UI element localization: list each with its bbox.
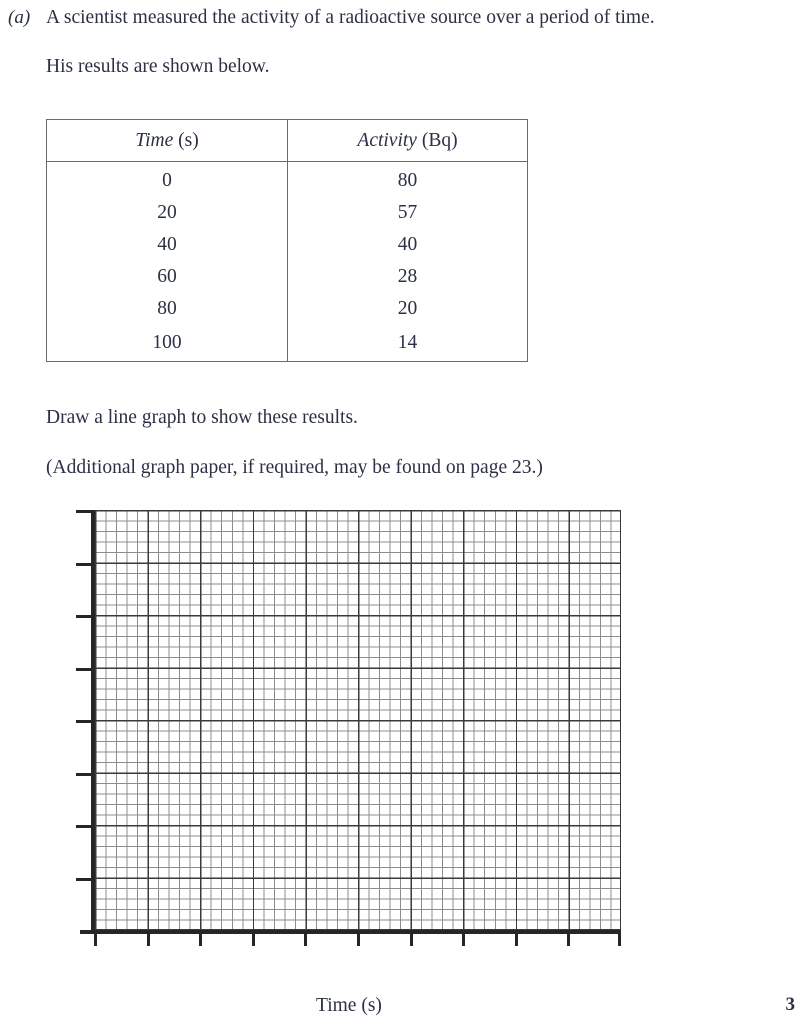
cell-activity: 57	[288, 197, 528, 229]
x-axis-tick	[252, 934, 255, 946]
table-header-activity-term: Activity	[357, 129, 417, 151]
table-row	[47, 197, 528, 229]
x-axis-tick	[304, 934, 307, 946]
table-header-activity	[288, 120, 528, 162]
x-axis-tick	[567, 934, 570, 946]
x-axis-label: Time (s)	[316, 995, 382, 1016]
question-part-marker: (a)	[8, 7, 31, 28]
table-header-time-term: Time	[135, 129, 174, 151]
instruction-note: (Additional graph paper, if required, may be found on page 23.)	[46, 457, 543, 478]
cell-activity: 20	[288, 293, 528, 325]
y-axis-tick	[76, 510, 91, 513]
table-row	[47, 293, 528, 325]
y-axis-tick	[76, 825, 91, 828]
x-axis-line	[80, 930, 621, 934]
graph-grid-right-edge	[620, 510, 621, 930]
instruction-task: Draw a line graph to show these results.	[46, 407, 358, 428]
x-axis-tick	[462, 934, 465, 946]
cell-time: 0	[47, 162, 288, 198]
y-axis-line	[91, 510, 95, 934]
table-header-time-unit: (s)	[178, 129, 199, 151]
y-axis-tick	[76, 668, 91, 671]
table-header-activity-unit: (Bq)	[421, 129, 458, 151]
cell-activity: 28	[288, 261, 528, 293]
cell-activity: 80	[288, 162, 528, 198]
x-axis-tick	[357, 934, 360, 946]
table-row	[47, 261, 528, 293]
x-axis-tick	[410, 934, 413, 946]
table-header-row	[47, 120, 528, 162]
question-stem: A scientist measured the activity of a radioactive source over a period of time.	[46, 7, 655, 28]
cell-time: 100	[47, 325, 288, 362]
table-row	[47, 162, 528, 198]
x-axis-tick	[618, 934, 621, 946]
results-intro: His results are shown below.	[46, 56, 270, 77]
cell-time: 40	[47, 229, 288, 261]
page-number: 3	[785, 994, 795, 1015]
table-row	[47, 229, 528, 261]
x-axis-tick	[147, 934, 150, 946]
y-axis-tick	[76, 615, 91, 618]
x-axis-tick	[199, 934, 202, 946]
y-axis-tick	[76, 563, 91, 566]
instructions-block	[46, 404, 758, 482]
x-axis-tick	[94, 934, 97, 946]
y-axis-tick	[76, 720, 91, 723]
cell-time: 20	[47, 197, 288, 229]
cell-time: 80	[47, 293, 288, 325]
x-axis-tick	[515, 934, 518, 946]
cell-time: 60	[47, 261, 288, 293]
graph-paper[interactable]	[95, 510, 621, 930]
y-axis-tick	[76, 773, 91, 776]
table-header-time	[47, 120, 288, 162]
graph-grid[interactable]	[95, 510, 621, 930]
table-row	[47, 325, 528, 362]
cell-activity: 40	[288, 229, 528, 261]
question-body	[46, 4, 758, 81]
results-table	[46, 119, 528, 362]
y-axis-tick	[76, 878, 91, 881]
cell-activity: 14	[288, 325, 528, 362]
